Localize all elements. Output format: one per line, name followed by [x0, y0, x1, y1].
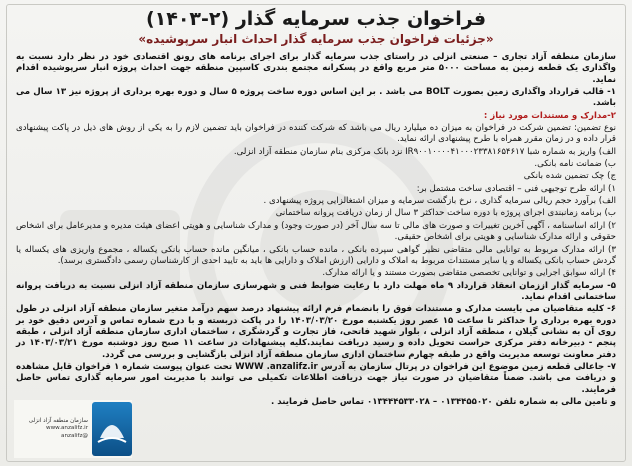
section-2-heading: ۲-مدارک و مستندات مورد نیاز :: [483, 110, 616, 121]
item-7: ۷- جاعالی قطعه زمین موضوع این فراخوان در پرتال سازمان به آدرس WWW .anzalifz.ir تحت عنوان پیوست شماره ۱ فراخوان قابل مشاهده و دریافت می باشد. ضمناً متقاضیان در صورت نیاز جهت دریافت اطلاعات تکمیلی می توانند با مدیریت امور سرمایه گذاری تماس حاصل فرمایند.: [16, 361, 617, 395]
header: [10, 8, 622, 46]
footer-handle: @anzalifz: [61, 432, 88, 439]
item-2: ۲) ارائه اساسنامه ، آگهی آخرین تغییرات و صورت های مالی تا سه سال آخر (در صورت وجود) و مدارک شناسایی و هویتی اعضای هیئت مدیره و مدیرعامل برای اشخاص حقوقی و ارائه مدارک شناسایی و هویتی برای اشخاص حقیقی.: [16, 220, 616, 243]
notice-body: [10, 52, 622, 408]
item-8: و تامین مالی به شماره تلفن ۰۱۳۴۴۵۵۰۲۰ – ۰۱۳۴۴۴۵۳۳۰۲۸ تماس حاصل فرمایند .: [271, 396, 616, 407]
footer-site: www.anzalifz.ir: [46, 425, 88, 432]
guarantee-option-b: ب) ضمانت نامه بانکی.: [534, 159, 616, 170]
footer-branding: [14, 400, 132, 458]
guarantee-option-c: ج) چک تضمین شده بانکی: [523, 171, 616, 182]
footer-org: سازمان منطقه آزاد انزلی: [28, 417, 88, 424]
plan-item-a: الف) برآورد حجم ریالی سرمایه گذاری ، نرخ بازگشت سرمایه و میزان اشتغالزایی پروژه پیشنهادی .: [263, 196, 616, 207]
item-5: ۵- سرمایه گذار اززمان انعقاد قرارداد ۹ ماه مهلت دارد با رعایت ضوابط فنی و شهرسازی سازمان منطقه آزاد انزلی نسبت به دریافت پروانه ساختمانی اقدام نماید.: [16, 280, 616, 302]
guarantee-paragraph: نوع تضمین: تضمین شرکت در فراخوان به میزان ده میلیارد ریال می باشد که شرکت کننده در فراخوان باید تضمین لازم را به یکی از روش های ذیل در پاکت پیشنهادی قرار داده و در زمان مقرر همراه با طرح پیشنهادی ارائه نماید.: [16, 123, 616, 145]
page-subtitle: «جزئیات فراخوان جذب سرمایه گذار احداث انبار سرپوشیده»: [138, 32, 494, 46]
footer-text: [29, 418, 88, 441]
item-6: ۶- کلیه متقاضیان می بایست مدارک و مستندات فوق را بانضمام فرم ارائه پیشنهاد درصد سهم درآمد متغیر سازمان منطقه آزاد انزلی در طول دوره بهره برداری را حداکثر تا ساعت ۱۵ عصر روز یکشنبه مورخ ۱۴۰۳/۰۳/۲۰ را در پاکت دربسته و با درج شماره تماس و آدرس دقیق خود بر روی آن به نشانی گیلان ، منطقه آزاد انزلی ، بلوار شهید فاتحی، فاز تجارت و گردشگری ، ساختمان اداری سازمان منطقه آزاد انزلی ، طبقه پنجم - دبیرخانه دفتر مرکزی حراست تحویل داده و رسید دریافت نمایند.کلیه پیشنهادات در ساعت ۱۱ صبح روز دوشنبه مورخ ۱۴۰۳/۰۳/۲۱ در دفتر معاونت توسعه مدیریت واقع در طبقه چهارم ساختمان اداری سازمان منطقه آزاد انزلی بازگشایی و بررسی می گردد.: [16, 304, 617, 360]
anzali-logo-icon: [92, 402, 132, 456]
guarantee-option-a: الف) واریز به شماره شبا IR۹۰۰۱۰۰۰۰۴۱۰۰۰۲۳۳۸۱۶۵۴۶۱۷ نزد بانک مرکزی بنام سازمان منطقه آزاد انزلی.: [233, 146, 616, 157]
plan-heading: ۱) ارائه طرح توجیهی فنی – اقتصادی ساخت مشتمل بر:: [416, 183, 616, 194]
intro-paragraph: سازمان منطقه آزاد تجاری – صنعتی انزلی در راستای جذب سرمایه گذار برای اجرای برنامه های رونق اقتصادی خود در نظر دارد نسبت به واگذاری یک قطعه زمین به مساحت ۵۰۰۰ متر مربع واقع در پسکرانه مجتمع بندری کاسپین منطقه جهت احداث پروژه انبار سرپوشیده اقدام نماید.: [16, 52, 617, 85]
item-3: ۳) ارائه مدارک مربوط به توانایی مالی متقاضی نظیر گواهی سپرده بانکی ، مانده حساب بانکی ، میانگین مانده حساب بانکی یکساله ، مجموع واریزی های یکساله یا گردش حساب بانکی یکساله و یا سایر مستندات مربوط به املاک و دارایی (ارزش املاک و دارایی ها باید به تایید احدی از کارشناسان رسمی دادگستری برسد).: [16, 244, 616, 266]
item-4: ۴) ارائه سوابق اجرایی و توانایی تخصصی متقاضی بصورت مستند و یا ارائه مدارک.: [322, 268, 616, 279]
page-title: فراخوان جذب سرمایه گذار (۲-۱۴۰۳): [145, 8, 487, 30]
item-1: ۱- قالب قرارداد واگذاری زمین بصورت BOLT می باشد . بر این اساس دوره ساخت پروژه ۵ سال و دوره بهره برداری از پروژه نیز ۱۳ سال می باشد.: [16, 87, 617, 109]
plan-item-b: ب) برنامه زمانبندی اجرای پروژه با دوره ساخت حداکثر ۳ سال از زمان دریافت پروانه ساختمانی: [275, 208, 616, 219]
